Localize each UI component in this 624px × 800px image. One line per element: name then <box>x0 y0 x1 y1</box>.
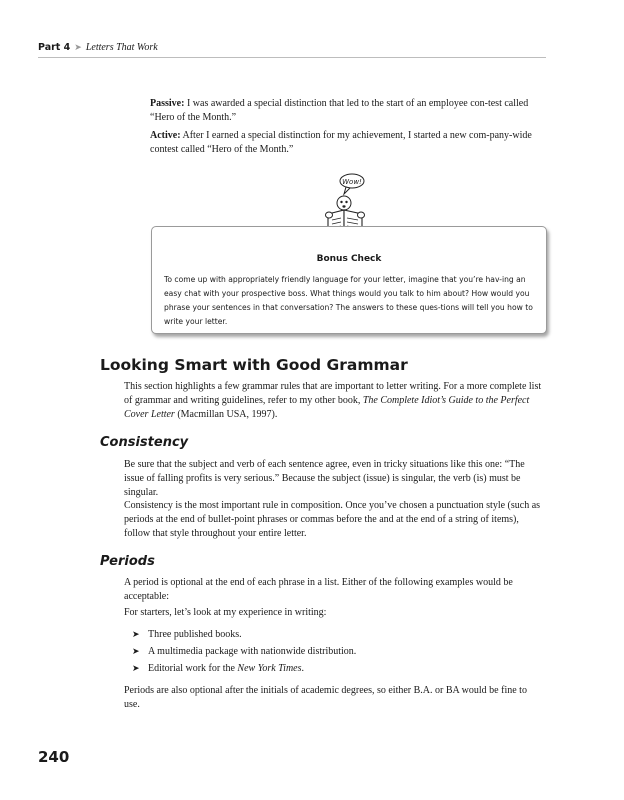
consistency-heading: Consistency <box>100 435 189 450</box>
example-bullet-list <box>132 626 532 677</box>
bullet-text-1: Three published books. <box>148 629 242 640</box>
bullet-arrow-icon: ➤ <box>132 629 140 639</box>
bullet-text-3a: Editorial work for the <box>148 663 238 674</box>
bonus-check-title: Bonus Check <box>316 254 382 264</box>
intro-book-title: The Complete Idiot’s Guide to the Perfect Cover Letter <box>124 395 530 420</box>
header-arrow-icon: ➤ <box>74 42 82 52</box>
page-number: 240 <box>38 748 70 766</box>
bullet-text-3b: . <box>301 663 305 674</box>
running-header <box>38 40 546 55</box>
speech-text: Wow! <box>342 178 362 186</box>
intro-text-b: (Macmillan USA, 1997). <box>174 409 278 420</box>
active-label: Active: <box>150 130 181 141</box>
list-item <box>132 643 532 660</box>
section-intro <box>124 380 544 422</box>
consistency-paragraph-2: Consistency is the most important rule in composition. Once you’ve chosen a punctuation style (such as periods at the end of bullet-point phrases or commas before the and at the end of a string of items), follow that style throughout your entire letter. <box>124 500 541 539</box>
list-item <box>132 626 532 643</box>
bonus-check-body: To come up with appropriately friendly language for your letter, imagine that you’re hav-ing an easy chat with your prospective boss. What things would you talk to him about? How would you phrase your sentences in that conversation? The answers to these ques-tions will tell you how to write your letter. <box>164 275 533 326</box>
section-heading: Looking Smart with Good Grammar <box>100 356 408 374</box>
header-part: Part 4 <box>38 42 71 53</box>
bullet-text-3-italic: New York Times <box>237 663 302 674</box>
periods-paragraph-2: For starters, let’s look at my experience in writing: <box>124 607 327 618</box>
periods-heading: Periods <box>100 554 155 569</box>
passive-label: Passive: <box>150 98 185 109</box>
header-title: Letters That Work <box>85 42 158 53</box>
intro-text-a: This section highlights a few grammar rules that are important to letter writing. For a more complete list of grammar and writing guidelines, refer to my other book, <box>124 381 542 406</box>
consistency-paragraph-1: Be sure that the subject and verb of each sentence agree, even in tricky situations like this one: “The issue of falling profits is very serious.” Because the subject (issue) is singular, the verb (is) must be singular. <box>124 459 525 498</box>
passive-example <box>150 97 540 125</box>
list-item <box>132 660 532 677</box>
passive-text: I was awarded a special distinction that led to the start of an employee con-test called “Hero of the Month.” <box>150 98 529 123</box>
header-rule <box>38 57 546 58</box>
periods-paragraph-3: Periods are also optional after the initials of academic degrees, so either B.A. or BA would be fine to use. <box>124 685 527 710</box>
active-example <box>150 129 540 157</box>
bullet-arrow-icon: ➤ <box>132 663 140 673</box>
periods-paragraph-1: A period is optional at the end of each phrase in a list. Either of the following examples would be acceptable: <box>124 577 513 602</box>
active-text: After I earned a special distinction for my achievement, I started a new com-pany-wide contest called “Hero of the Month.” <box>150 130 532 155</box>
bullet-text-2: A multimedia package with nationwide distribution. <box>148 646 357 657</box>
bullet-arrow-icon: ➤ <box>132 646 140 656</box>
bonus-check-sidebar <box>151 226 547 334</box>
